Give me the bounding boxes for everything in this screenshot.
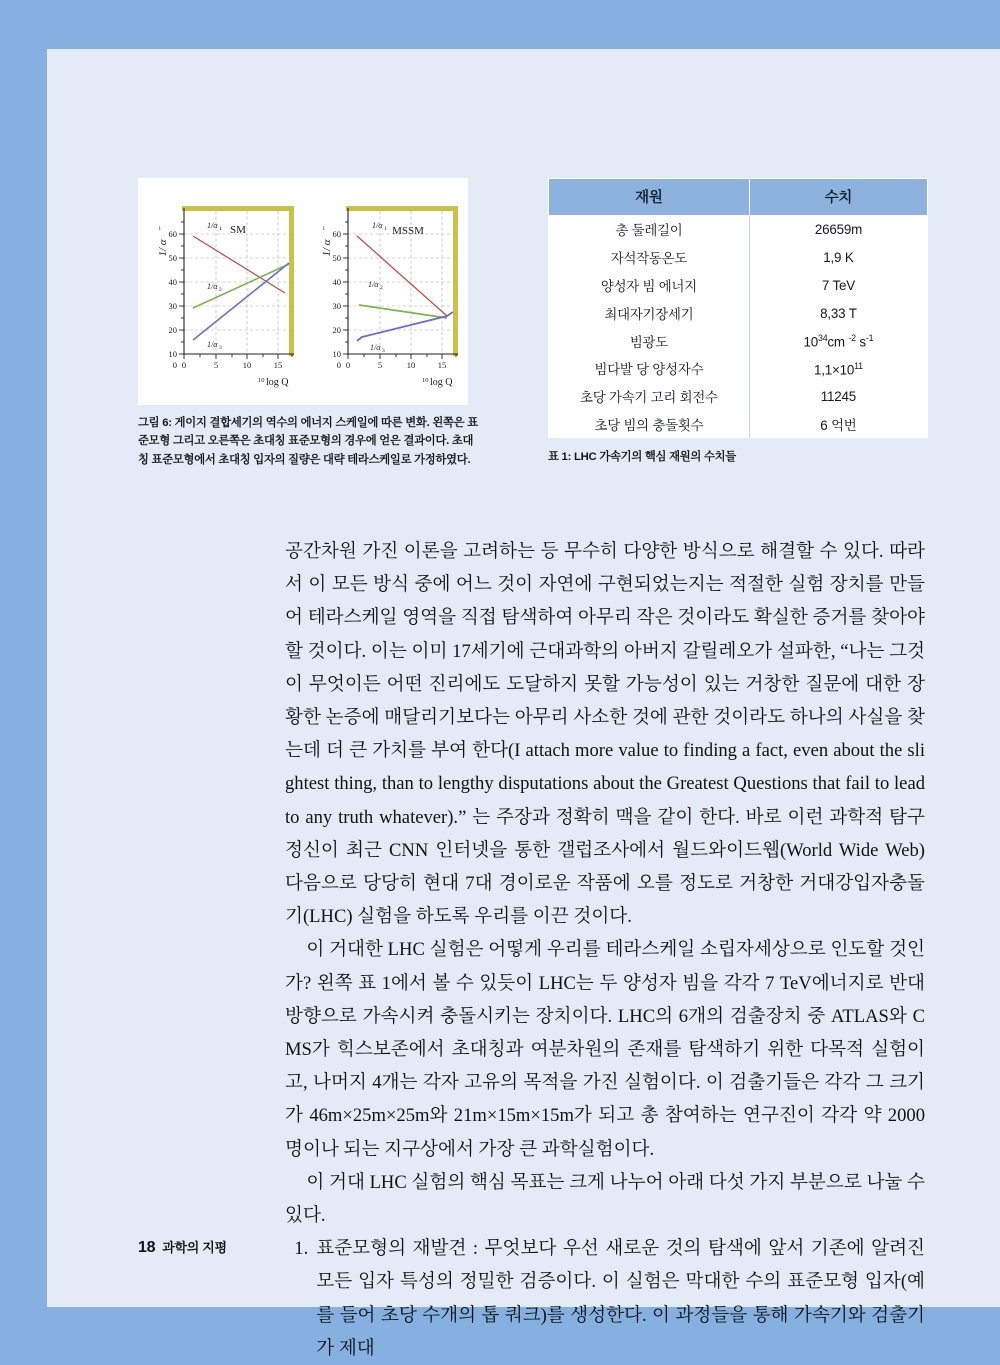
- cell-parameter: 빔광도: [549, 327, 750, 355]
- svg-text:15: 15: [273, 360, 283, 370]
- body-paragraph: 이 거대 LHC 실험의 핵심 목표는 크게 나누어 아래 다섯 가지 부분으로 나눌 수 있다.: [285, 1171, 925, 1227]
- svg-text:1: 1: [384, 226, 387, 232]
- svg-text:0: 0: [172, 360, 177, 370]
- svg-text:20: 20: [168, 325, 177, 335]
- table-row: [549, 355, 928, 383]
- svg-text:30: 30: [332, 301, 341, 311]
- svg-text:1/α: 1/α: [207, 282, 218, 291]
- svg-text:MSSM: MSSM: [392, 225, 424, 237]
- cell-parameter: 최대자기장세기: [549, 299, 750, 327]
- cell-value: 7 TeV: [749, 272, 927, 300]
- svg-text:10: 10: [168, 349, 177, 359]
- svg-text:0: 0: [181, 360, 187, 370]
- cell-value: $10^{34}cm$ $^{-2}$ $s^{-1}$: [749, 327, 927, 355]
- table-column: [548, 178, 963, 464]
- svg-text:5: 5: [213, 360, 219, 370]
- svg-text:log Q: log Q: [266, 377, 289, 388]
- svg-text:1/α: 1/α: [370, 343, 381, 352]
- table-row: [549, 299, 928, 327]
- cell-value: 1,9 K: [749, 244, 927, 272]
- page-number: 18: [138, 1239, 156, 1256]
- gauge-coupling-running-figure: [138, 178, 468, 405]
- svg-text:60: 60: [332, 229, 341, 239]
- publication-title: 과학의 지평: [162, 1240, 227, 1255]
- figure-caption: 그림 6: 게이지 결합세기의 역수의 에너지 스케일에 따른 변화. 왼쪽은 표준모형 그리고 오른쪽은 초대칭 표준모형의 경우에 얻은 결과이다. 초대칭 표준모형에서 초대칭 입자의 질량은 대략 테라스케일로 가정하였다.: [138, 417, 478, 466]
- cell-parameter: 양성자 빔 에너지: [549, 272, 750, 300]
- svg-text:3: 3: [219, 345, 222, 351]
- table-row: [549, 272, 928, 300]
- table-row: [549, 410, 928, 438]
- svg-text:40: 40: [168, 277, 177, 287]
- svg-text:SM: SM: [230, 224, 246, 236]
- cell-parameter: 총 둘레길이: [549, 216, 750, 244]
- column-header-parameter: 재원: [549, 179, 750, 216]
- svg-text:60: 60: [168, 229, 177, 239]
- page-footer: [138, 1237, 227, 1257]
- column-header-value: 수치: [749, 179, 927, 216]
- objective-list: [285, 1232, 925, 1365]
- svg-text:1/α: 1/α: [372, 221, 383, 230]
- svg-text:1/α: 1/α: [368, 280, 379, 289]
- svg-text:0: 0: [345, 360, 351, 370]
- page-sheet: [47, 49, 1000, 1359]
- table-row: [549, 244, 928, 272]
- svg-text:i: i: [159, 226, 161, 232]
- cell-value: 26659m: [749, 216, 927, 244]
- svg-text:10: 10: [242, 360, 252, 370]
- svg-text:40: 40: [332, 277, 341, 287]
- body-paragraph: 이 거대한 LHC 실험은 어떻게 우리를 테라스케일 소립자세상으로 인도할 것인가? 왼쪽 표 1에서 볼 수 있듯이 LHC는 두 양성자 빔을 각각 7 TeV에너지로 반대방향으로 가속시켜 충돌시키는 장치이다. LHC의 6개의 검출장치 중 ATLAS와 CMS가 힉스보존에서 초대칭과 여분차원의 존재를 탐색하기 위한 다목적 실험이고, 나머지 4개는 각자 고유의 목적을 가진 실험이다. 이 검출기들은 각각 그 크기가 46m×25m×25m와 21m×15m×15m가 되고 총 참여하는 연구진이 각각 약 2000명이나 되는 지구상에서 가장 큰 과학실험이다.: [285, 939, 925, 1160]
- svg-text:10: 10: [332, 349, 341, 359]
- svg-text:i: i: [323, 226, 325, 232]
- table-caption: 표 1: LHC 가속기의 핵심 재원의 수치들: [548, 451, 736, 464]
- lhc-parameters-table: [548, 178, 928, 438]
- svg-text:10: 10: [422, 377, 429, 384]
- body-paragraph: 공간차원 가진 이론을 고려하는 등 무수히 다양한 방식으로 해결할 수 있다. 따라서 이 모든 방식 중에 어느 것이 자연에 구현되었는지는 적절한 실험 장치를 만들어 테라스케일 영역을 직접 탐색하여 아무리 작은 것이라도 확실한 증거를 찾아야 할 것이다. 이는 이미 17세기에 근대과학의 아버지 갈릴레오가 설파한, “나는 그것이 무엇이든 어떤 진리에도 도달하지 못할 가능성이 있는 거창한 질문에 대한 장황한 논증에 매달리기보다는 아무리 사소한 것에 관한 것이라도 하나의 사실을 찾는데 더 큰 가치를 부여 한다(I attach more value to finding a fact, even about the slightest thing, than to lengthy disputations about the Greatest Questions that fail to lead to any truth whatever).” 는 주장과 정확히 맥을 같이 한다. 바로 이런 과학적 탐구정신이 최근 CNN 인터넷을 통한 갤럽조사에서 월드와이드웹(World Wide Web) 다음으로 당당히 현대 7대 경이로운 작품에 오를 정도로 거창한 거대강입자충돌기(LHC) 실험을 하도록 우리를 이끈 것이다.: [285, 541, 925, 928]
- cell-value: $1,1\times 10^{11}$: [749, 355, 927, 383]
- svg-text:log Q: log Q: [430, 377, 453, 388]
- table-row: [549, 383, 928, 411]
- svg-text:1/α: 1/α: [207, 340, 218, 349]
- cell-parameter: 초당 빔의 충돌횟수: [549, 410, 750, 438]
- cell-parameter: 초당 가속기 고리 회전수: [549, 383, 750, 411]
- svg-text:5: 5: [377, 360, 383, 370]
- cell-value: 6 억번: [749, 410, 927, 438]
- svg-text:1/ α: 1/ α: [157, 239, 169, 257]
- svg-text:50: 50: [332, 253, 341, 263]
- svg-text:1/α: 1/α: [207, 221, 218, 230]
- svg-text:2: 2: [219, 287, 222, 293]
- figure-column: [138, 178, 518, 469]
- svg-text:50: 50: [168, 253, 177, 263]
- svg-text:1: 1: [219, 226, 222, 232]
- table-header-row: [549, 179, 928, 216]
- cell-value: 8,33 T: [749, 299, 927, 327]
- svg-text:30: 30: [168, 301, 177, 311]
- cell-parameter: 빔다발 당 양성자수: [549, 355, 750, 383]
- article-body: [285, 535, 925, 1365]
- svg-text:0: 0: [336, 360, 341, 370]
- svg-text:20: 20: [332, 325, 341, 335]
- table-row: [549, 216, 928, 244]
- svg-text:3: 3: [382, 348, 385, 354]
- svg-text:2: 2: [380, 285, 383, 291]
- svg-text:15: 15: [437, 360, 447, 370]
- svg-text:10: 10: [258, 377, 265, 384]
- cell-parameter: 자석작동온도: [549, 244, 750, 272]
- svg-text:1/ α: 1/ α: [321, 239, 333, 257]
- table-row: [549, 327, 928, 355]
- cell-value: 11245: [749, 383, 927, 411]
- svg-text:10: 10: [406, 360, 416, 370]
- list-item: 1. 표준모형의 재발견 : 무엇보다 우선 새로운 것의 탐색에 앞서 기존에 알려진 모든 입자 특성의 정밀한 검증이다. 이 실험은 막대한 수의 표준모형 입자(예를 들어 초당 수개의 톱 쿼크)를 생성한다. 이 과정들을 통해 가속기와 검출기가 제대: [313, 1232, 925, 1365]
